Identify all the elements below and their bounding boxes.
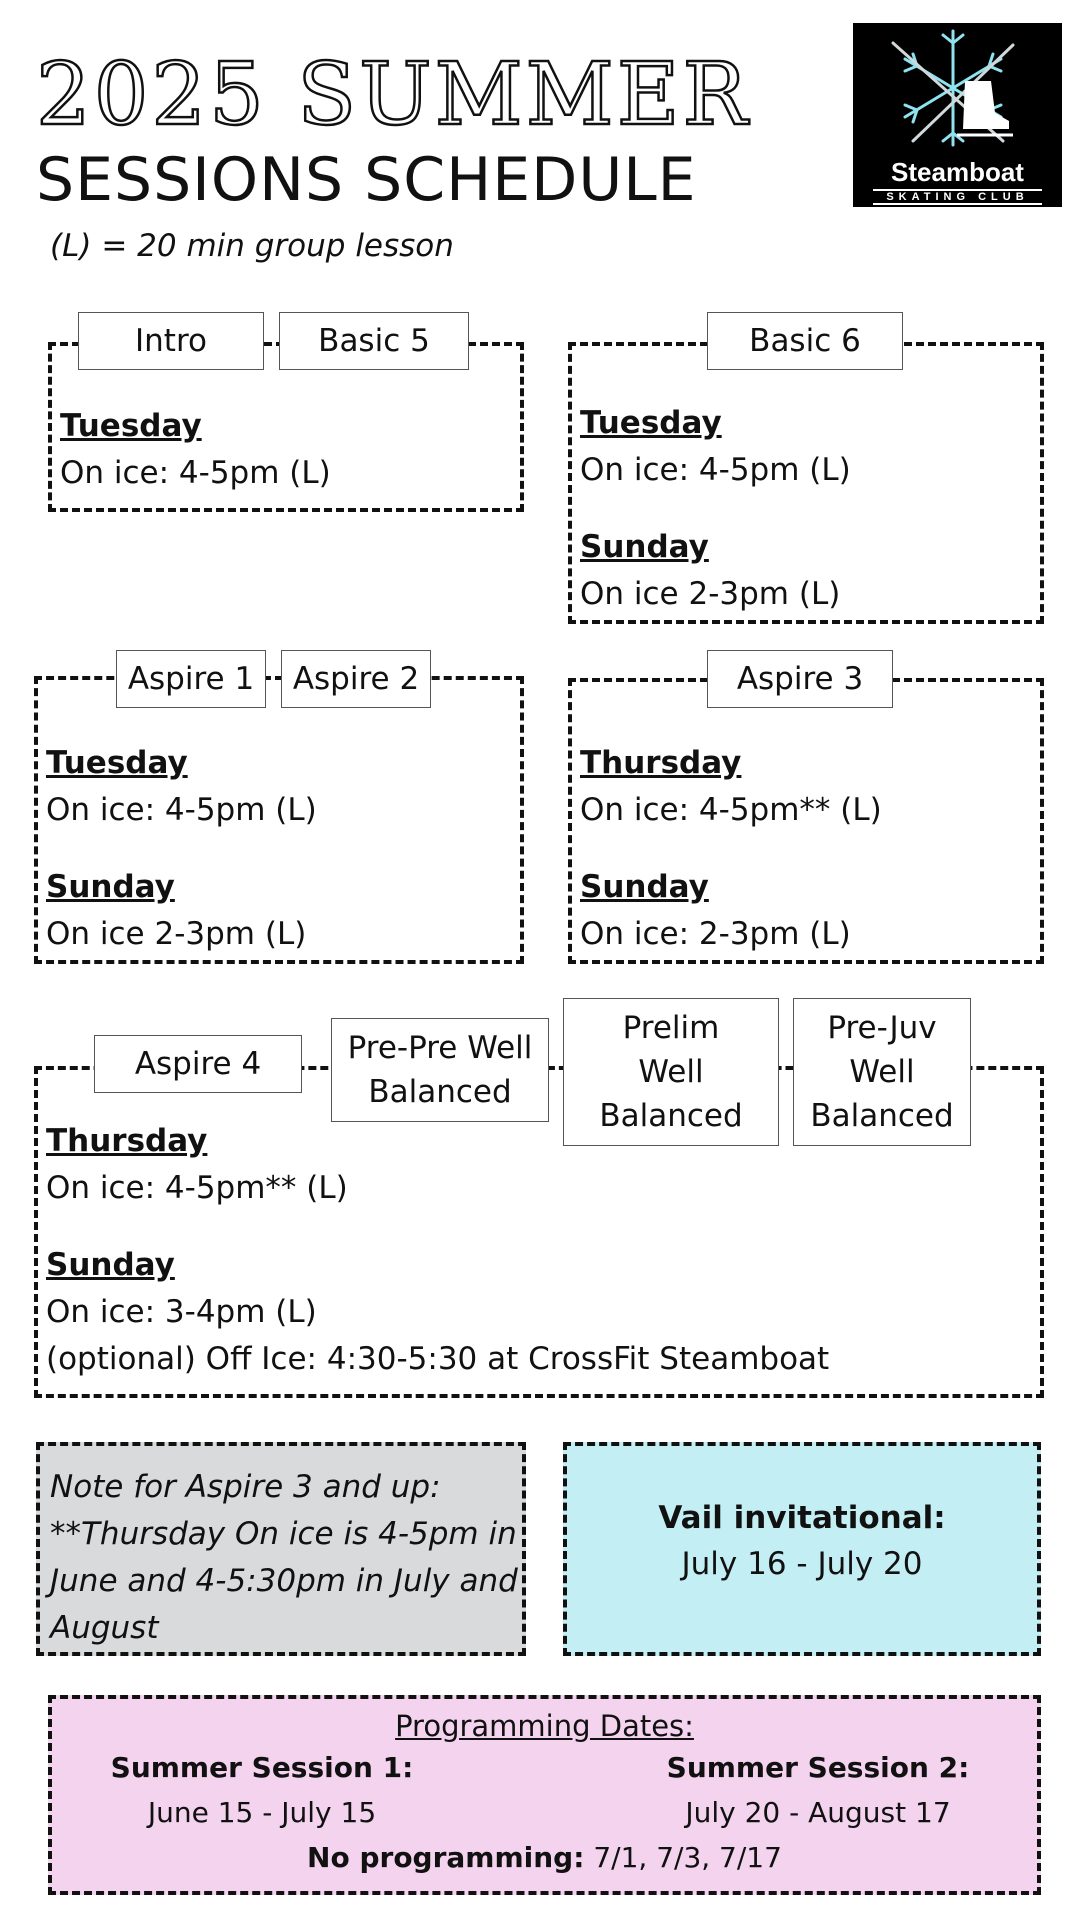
club-logo [853,23,1062,207]
schedule-line: On ice: 4-5pm (L) [580,452,851,488]
level-tag-aspire-1: Aspire 1 [116,650,266,708]
level-tag-basic-5: Basic 5 [279,312,469,370]
session-1-label: Summer Session 1: [110,1751,414,1784]
level-tag-aspire-4: Aspire 4 [94,1035,302,1093]
level-tag-aspire-2: Aspire 2 [281,650,431,708]
level-tag-intro: Intro [78,312,264,370]
session-2-label: Summer Session 2: [666,1751,970,1784]
schedule-line: On ice 2-3pm (L) [46,916,307,952]
day-heading: Thursday [580,745,742,781]
schedule-line: On ice: 4-5pm (L) [60,455,331,491]
note-box [36,1442,526,1656]
snowflake-skate-icon [853,23,1062,153]
day-heading: Sunday [580,529,709,565]
logo-subtitle: SKATING CLUB [873,189,1042,205]
level-tag-basic-6: Basic 6 [707,312,903,370]
summer-session-1 [92,1751,432,1829]
vail-invitational-box [563,1442,1041,1656]
level-tag-prelim-well-balanced: Prelim Well Balanced [563,998,779,1146]
programming-title: Programming Dates: [395,1709,694,1743]
vail-dates: July 16 - July 20 [681,1546,923,1582]
no-programming-dates: 7/1, 7/3, 7/17 [593,1841,782,1874]
schedule-line: On ice: 4-5pm** (L) [46,1170,348,1206]
programming-dates-box [48,1695,1041,1895]
day-heading: Sunday [46,1247,175,1283]
no-programming [52,1841,1037,1874]
no-programming-label: No programming: [307,1841,585,1874]
schedule-line: On ice: 4-5pm** (L) [580,792,882,828]
schedule-line: On ice: 2-3pm (L) [580,916,851,952]
session-2-dates: July 20 - August 17 [685,1796,951,1829]
schedule-line: On ice 2-3pm (L) [580,576,841,612]
day-heading: Tuesday [60,408,202,444]
schedule-line: (optional) Off Ice: 4:30-5:30 at CrossFit Steamboat [46,1341,830,1377]
schedule-line: On ice: 3-4pm (L) [46,1294,317,1330]
day-heading: Sunday [46,869,175,905]
day-heading: Thursday [46,1123,208,1159]
schedule-line: On ice: 4-5pm (L) [46,792,317,828]
logo-name: Steamboat [891,157,1024,187]
session-1-dates: June 15 - July 15 [147,1796,377,1829]
title-sessions-schedule: SESSIONS SCHEDULE [36,145,697,215]
level-tag-aspire-3: Aspire 3 [707,650,893,708]
title-year-summer: 2025 SUMMER [36,45,751,145]
day-heading: Tuesday [580,405,722,441]
level-tag-pre-juv-well-balanced: Pre-Juv Well Balanced [793,998,971,1146]
summer-session-2 [648,1751,988,1829]
level-tag-pre-pre-well-balanced: Pre-Pre Well Balanced [331,1018,549,1122]
lesson-legend: (L) = 20 min group lesson [50,228,454,264]
vail-title: Vail invitational: [658,1500,946,1536]
day-heading: Tuesday [46,745,188,781]
note-text: Note for Aspire 3 and up: **Thursday On ice is 4-5pm in June and 4-5:30pm in July and August [50,1469,518,1646]
day-heading: Sunday [580,869,709,905]
